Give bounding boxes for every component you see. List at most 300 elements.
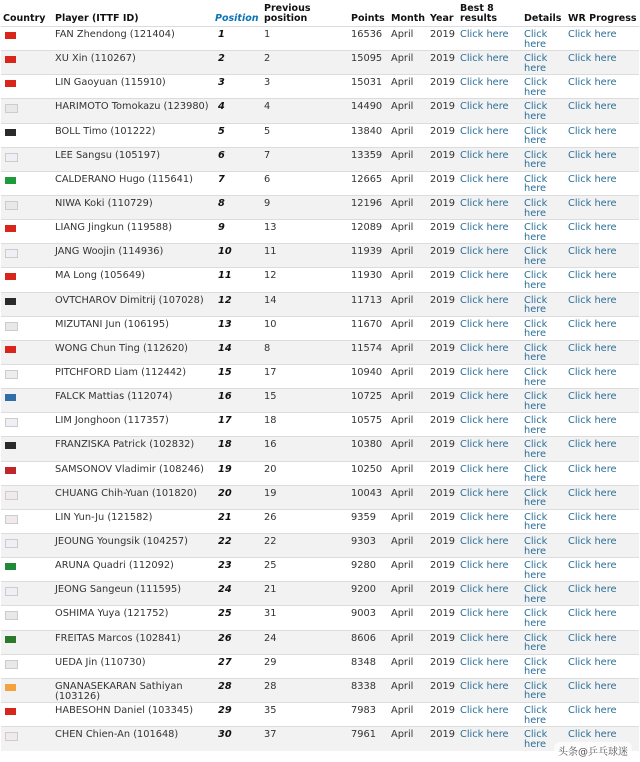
points-value: 9359 [349,509,389,533]
year-value: 2019 [428,195,458,219]
year-value: 2019 [428,340,458,364]
table-row [1,413,639,437]
best8-link[interactable]: Click here [460,511,509,523]
position-value: 25 [213,606,262,630]
best8-link[interactable]: Click here [460,704,509,716]
wr-progress-link[interactable]: Click here [568,125,617,137]
country-cell [1,509,53,533]
wr-progress-link[interactable]: Click here [568,439,617,451]
year-value: 2019 [428,147,458,171]
best8-link[interactable]: Click here [460,463,509,475]
country-flag-icon [5,249,18,258]
best8-link[interactable]: Click here [460,246,509,258]
table-row [1,268,639,292]
best8-link[interactable]: Click here [460,53,509,65]
details-link[interactable]: Click here [524,197,548,219]
position-value: 16 [213,389,262,413]
country-flag-icon [5,636,16,643]
details-cell [522,558,566,582]
table-row [1,195,639,219]
best8-cell [458,292,522,316]
wr-progress-cell [566,702,639,726]
previous-position-value: 14 [262,292,349,316]
points-value: 9280 [349,558,389,582]
points-value: 10725 [349,389,389,413]
year-value: 2019 [428,268,458,292]
month-value: April [389,533,428,557]
position-value: 2 [213,51,262,75]
details-cell [522,364,566,388]
details-cell [522,340,566,364]
best8-cell [458,147,522,171]
best8-cell [458,268,522,292]
best8-link[interactable]: Click here [460,415,509,427]
previous-position-value: 10 [262,316,349,340]
best8-link[interactable]: Click here [460,632,509,644]
best8-cell [458,485,522,509]
points-value: 11713 [349,292,389,316]
month-value: April [389,195,428,219]
details-link[interactable]: Click here [524,560,548,581]
previous-position-value: 8 [262,340,349,364]
previous-position-value: 4 [262,99,349,123]
details-link[interactable]: Click here [524,463,548,485]
wr-progress-cell [566,509,639,533]
year-value: 2019 [428,99,458,123]
header-row [1,0,639,27]
best8-link[interactable]: Click here [460,391,509,403]
details-link[interactable]: Click here [524,608,548,629]
position-value: 19 [213,461,262,485]
header-previous-position: Previous position [264,3,311,24]
wr-progress-link[interactable]: Click here [568,535,617,547]
previous-position-value: 18 [262,413,349,437]
country-flag-icon [5,153,18,162]
points-value: 9303 [349,533,389,557]
month-value: April [389,147,428,171]
month-value: April [389,292,428,316]
details-cell [522,195,566,219]
year-value: 2019 [428,678,458,702]
year-value: 2019 [428,123,458,147]
table-row [1,533,639,557]
wr-progress-link[interactable]: Click here [568,53,617,65]
details-cell [522,268,566,292]
best8-link[interactable]: Click here [460,535,509,547]
wr-progress-link[interactable]: Click here [568,77,617,89]
wr-progress-cell [566,606,639,630]
details-cell [522,147,566,171]
month-value: April [389,123,428,147]
previous-position-value: 31 [262,606,349,630]
best8-link[interactable]: Click here [460,197,509,209]
details-link[interactable]: Click here [524,704,548,726]
wr-progress-link[interactable]: Click here [568,29,617,40]
previous-position-value: 9 [262,195,349,219]
best8-link[interactable]: Click here [460,584,509,596]
position-value: 8 [213,195,262,219]
year-value: 2019 [428,75,458,99]
wr-progress-link[interactable]: Click here [568,608,617,620]
wr-progress-link[interactable]: Click here [568,584,617,596]
country-cell [1,727,53,751]
table-row [1,292,639,316]
player-name: UEDA Jin (110730) [53,654,213,678]
wr-progress-link[interactable]: Click here [568,197,617,209]
country-cell [1,654,53,678]
points-value: 15031 [349,75,389,99]
best8-link[interactable]: Click here [460,173,509,185]
wr-progress-link[interactable]: Click here [568,222,617,234]
details-cell [522,437,566,461]
country-flag-icon [5,684,16,691]
best8-link[interactable]: Click here [460,149,509,161]
details-cell [522,485,566,509]
header-position[interactable]: Position [215,13,259,24]
best8-cell [458,413,522,437]
previous-position-value: 12 [262,268,349,292]
player-name: JEOUNG Youngsik (104257) [53,533,213,557]
best8-link[interactable]: Click here [460,342,509,354]
wr-progress-link[interactable]: Click here [568,246,617,258]
table-row [1,220,639,244]
points-value: 15095 [349,51,389,75]
country-flag-icon [5,491,18,500]
wr-progress-cell [566,461,639,485]
details-link[interactable]: Click here [524,584,548,605]
details-link[interactable]: Click here [524,294,548,316]
previous-position-value: 24 [262,630,349,654]
table-row [1,389,639,413]
ranking-table [1,0,639,751]
details-cell [522,678,566,702]
wr-progress-cell [566,268,639,292]
points-value: 8348 [349,654,389,678]
country-flag-icon [5,442,16,449]
table-row [1,75,639,99]
wr-progress-link[interactable]: Click here [568,101,617,113]
details-cell [522,51,566,75]
details-cell [522,582,566,606]
details-link[interactable]: Click here [524,729,548,750]
points-value: 10940 [349,364,389,388]
year-value: 2019 [428,413,458,437]
details-cell [522,461,566,485]
best8-cell [458,389,522,413]
best8-link[interactable]: Click here [460,294,509,306]
wr-progress-link[interactable]: Click here [568,173,617,185]
position-value: 27 [213,654,262,678]
previous-position-value: 19 [262,485,349,509]
best8-link[interactable]: Click here [460,487,509,499]
month-value: April [389,582,428,606]
country-cell [1,485,53,509]
wr-progress-cell [566,244,639,268]
details-link[interactable]: Click here [524,270,548,291]
previous-position-value: 28 [262,678,349,702]
country-cell [1,123,53,147]
country-flag-icon [5,515,18,524]
details-link[interactable]: Click here [524,342,548,364]
country-flag-icon [5,32,16,39]
previous-position-value: 2 [262,51,349,75]
year-value: 2019 [428,485,458,509]
month-value: April [389,27,428,51]
position-value: 11 [213,268,262,292]
position-value: 4 [213,99,262,123]
table-row [1,171,639,195]
country-flag-icon [5,298,16,305]
month-value: April [389,485,428,509]
year-value: 2019 [428,171,458,195]
country-flag-icon [5,177,16,184]
best8-cell [458,558,522,582]
best8-link[interactable]: Click here [460,366,509,378]
player-name: FRANZISKA Patrick (102832) [53,437,213,461]
wr-progress-link[interactable]: Click here [568,342,617,354]
wr-progress-link[interactable]: Click here [568,294,617,306]
details-link[interactable]: Click here [524,173,548,195]
details-link[interactable]: Click here [524,222,548,243]
table-row [1,123,639,147]
table-row [1,606,639,630]
player-name: CHEN Chien-An (101648) [53,727,213,751]
best8-link[interactable]: Click here [460,125,509,137]
wr-progress-cell [566,220,639,244]
wr-progress-link[interactable]: Click here [568,487,617,499]
best8-cell [458,340,522,364]
table-row [1,99,639,123]
year-value: 2019 [428,316,458,340]
details-link[interactable]: Click here [524,125,548,147]
wr-progress-link[interactable]: Click here [568,729,617,741]
wr-progress-link[interactable]: Click here [568,560,617,572]
country-flag-icon [5,563,16,570]
player-name: PITCHFORD Liam (112442) [53,364,213,388]
wr-progress-cell [566,582,639,606]
country-flag-icon [5,539,18,548]
wr-progress-cell [566,75,639,99]
month-value: April [389,75,428,99]
best8-link[interactable]: Click here [460,680,509,692]
points-value: 10250 [349,461,389,485]
best8-cell [458,195,522,219]
points-value: 13840 [349,123,389,147]
player-name: FALCK Mattias (112074) [53,389,213,413]
wr-progress-cell [566,678,639,702]
best8-cell [458,654,522,678]
details-link[interactable]: Click here [524,101,548,123]
header-details: Details [524,13,562,24]
best8-cell [458,509,522,533]
table-row [1,702,639,726]
best8-cell [458,244,522,268]
previous-position-value: 21 [262,582,349,606]
player-name: JEONG Sangeun (111595) [53,582,213,606]
player-name: LIN Yun-Ju (121582) [53,509,213,533]
country-flag-icon [5,104,18,113]
points-value: 12089 [349,220,389,244]
wr-progress-link[interactable]: Click here [568,632,617,644]
best8-cell [458,702,522,726]
wr-progress-cell [566,27,639,51]
details-link[interactable]: Click here [524,415,548,436]
details-cell [522,316,566,340]
position-value: 26 [213,630,262,654]
country-flag-icon [5,273,16,280]
best8-link[interactable]: Click here [460,318,509,330]
details-cell [522,292,566,316]
year-value: 2019 [428,220,458,244]
table-row [1,678,639,702]
wr-progress-link[interactable]: Click here [568,270,617,282]
position-value: 20 [213,485,262,509]
header-best8: Best 8 results [460,3,497,24]
details-link[interactable]: Click here [524,487,548,509]
month-value: April [389,654,428,678]
player-name: MIZUTANI Jun (106195) [53,316,213,340]
points-value: 10043 [349,485,389,509]
details-link[interactable]: Click here [524,318,548,340]
wr-progress-link[interactable]: Click here [568,318,617,330]
player-name: JANG Woojin (114936) [53,244,213,268]
wr-progress-link[interactable]: Click here [568,366,617,378]
details-link[interactable]: Click here [524,511,548,533]
position-value: 3 [213,75,262,99]
country-cell [1,533,53,557]
country-flag-icon [5,201,18,210]
best8-link[interactable]: Click here [460,439,509,451]
table-row [1,51,639,75]
table-row [1,340,639,364]
table-row [1,509,639,533]
best8-link[interactable]: Click here [460,29,509,40]
details-cell [522,606,566,630]
points-value: 12665 [349,171,389,195]
position-value: 7 [213,171,262,195]
wr-progress-link[interactable]: Click here [568,415,617,427]
details-cell [522,244,566,268]
table-row [1,630,639,654]
best8-cell [458,364,522,388]
best8-link[interactable]: Click here [460,729,509,741]
table-row [1,244,639,268]
header-country: Country [3,13,46,24]
wr-progress-link[interactable]: Click here [568,149,617,161]
year-value: 2019 [428,461,458,485]
year-value: 2019 [428,364,458,388]
player-name: NIWA Koki (110729) [53,195,213,219]
month-value: April [389,461,428,485]
wr-progress-link[interactable]: Click here [568,704,617,716]
best8-link[interactable]: Click here [460,222,509,234]
country-flag-icon [5,394,16,401]
country-flag-icon [5,708,16,715]
country-cell [1,413,53,437]
month-value: April [389,340,428,364]
best8-link[interactable]: Click here [460,270,509,282]
wr-progress-cell [566,195,639,219]
header-player: Player (ITTF ID) [55,13,139,24]
details-cell [522,509,566,533]
details-link[interactable]: Click here [524,632,548,654]
player-name: SAMSONOV Vladimir (108246) [53,461,213,485]
player-name: WONG Chun Ting (112620) [53,340,213,364]
details-link[interactable]: Click here [524,391,548,412]
country-cell [1,558,53,582]
month-value: April [389,678,428,702]
points-value: 8606 [349,630,389,654]
position-value: 18 [213,437,262,461]
details-link[interactable]: Click here [524,149,548,171]
points-value: 16536 [349,27,389,51]
country-cell [1,147,53,171]
wr-progress-link[interactable]: Click here [568,391,617,403]
player-name: XU Xin (110267) [53,51,213,75]
watermark: 头条@乒乓球迷 [554,742,632,759]
month-value: April [389,727,428,751]
country-cell [1,292,53,316]
wr-progress-cell [566,630,639,654]
year-value: 2019 [428,437,458,461]
previous-position-value: 1 [262,27,349,51]
details-link[interactable]: Click here [524,29,548,50]
best8-link[interactable]: Click here [460,560,509,572]
details-link[interactable]: Click here [524,53,548,74]
country-cell [1,195,53,219]
previous-position-value: 20 [262,461,349,485]
details-cell [522,413,566,437]
table-row [1,485,639,509]
month-value: April [389,171,428,195]
position-value: 21 [213,509,262,533]
country-flag-icon [5,467,16,474]
best8-link[interactable]: Click here [460,77,509,89]
table-row [1,654,639,678]
table-row [1,437,639,461]
year-value: 2019 [428,727,458,751]
wr-progress-cell [566,123,639,147]
position-value: 23 [213,558,262,582]
details-link[interactable]: Click here [524,680,548,702]
wr-progress-link[interactable]: Click here [568,656,617,668]
wr-progress-link[interactable]: Click here [568,511,617,523]
details-link[interactable]: Click here [524,656,548,678]
year-value: 2019 [428,27,458,51]
best8-link[interactable]: Click here [460,656,509,668]
country-cell [1,27,53,51]
details-link[interactable]: Click here [524,366,548,388]
details-link[interactable]: Click here [524,246,548,267]
player-name: CALDERANO Hugo (115641) [53,171,213,195]
table-row [1,364,639,388]
country-cell [1,437,53,461]
wr-progress-link[interactable]: Click here [568,463,617,475]
best8-link[interactable]: Click here [460,608,509,620]
best8-link[interactable]: Click here [460,101,509,113]
points-value: 12196 [349,195,389,219]
details-link[interactable]: Click here [524,77,548,98]
wr-progress-link[interactable]: Click here [568,680,617,692]
details-link[interactable]: Click here [524,535,548,557]
wr-progress-cell [566,51,639,75]
country-flag-icon [5,129,16,136]
details-link[interactable]: Click here [524,439,548,460]
position-value: 22 [213,533,262,557]
country-flag-icon [5,80,16,87]
month-value: April [389,99,428,123]
country-cell [1,461,53,485]
